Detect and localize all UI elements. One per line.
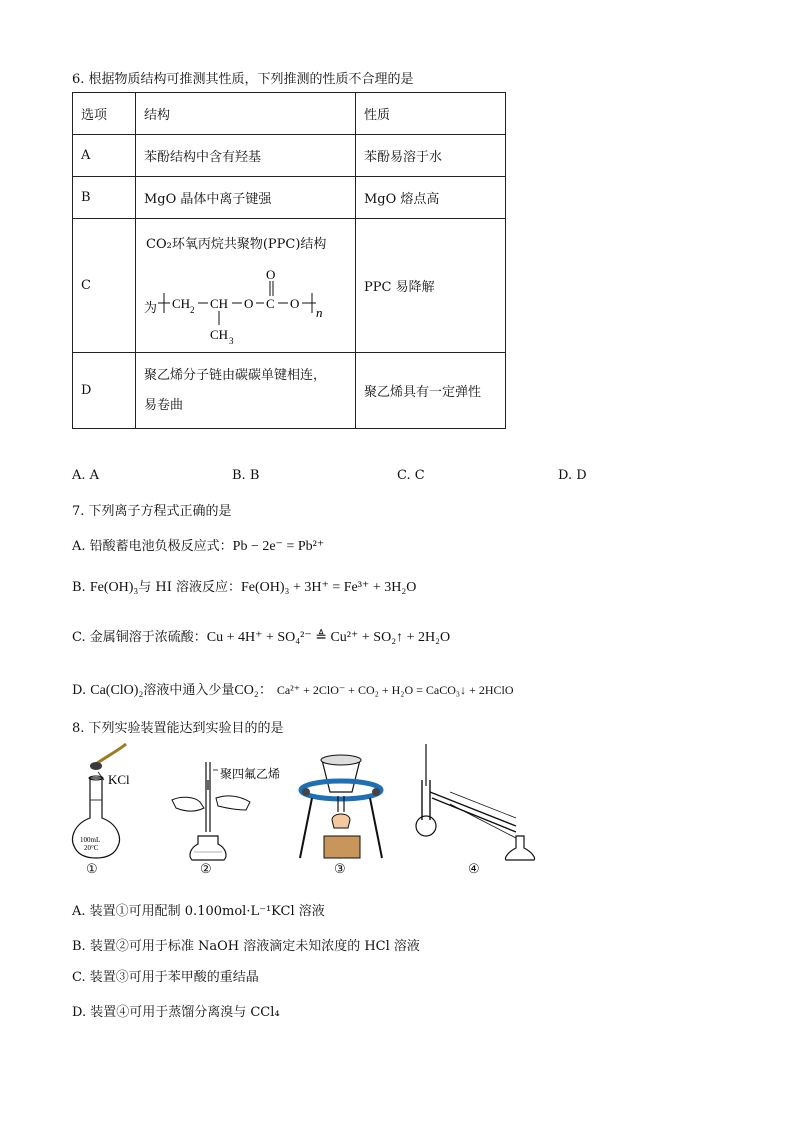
row-property: 聚乙烯具有一定弹性 [356, 353, 506, 429]
q7-option-b [72, 576, 416, 596]
q6-table [72, 92, 506, 429]
q7-c-text: C. 金属铜溶于浓硫酸： [72, 630, 207, 645]
row-option: B [73, 177, 136, 219]
q7-stem: 7. 下列离子方程式正确的是 [72, 504, 232, 519]
structure-line1: 聚乙烯分子链由碳碳单键相连， [144, 367, 327, 383]
q6-option-a: A. A [72, 468, 100, 483]
q8-option-a: A. 装置①可用配制 0.100mol·L⁻¹KCl 溶液 [72, 904, 325, 919]
header-structure: 结构 [136, 93, 356, 135]
formula-ch3: CH [210, 327, 229, 342]
titration-apparatus [172, 762, 280, 860]
row-option: A [73, 135, 136, 177]
q6-option-d: D. D [558, 468, 587, 483]
row-option: C [73, 219, 136, 353]
kcl-label: KCl [108, 772, 130, 787]
row-structure [136, 353, 356, 429]
q7-b-formula: Fe(OH)₃ [89, 580, 139, 595]
q8-option-c: C. 装置③可用于苯甲酸的重结晶 [72, 970, 259, 985]
formula-ch2: CH [172, 296, 191, 311]
row-property: 苯酚易溶于水 [356, 135, 506, 177]
q7-d-co2: CO₂： [234, 683, 273, 698]
volumetric-flask-apparatus [73, 744, 131, 858]
q7-b-equation: Fe(OH)₃ + 3H⁺ = Fe³⁺ + 3H₂O [241, 580, 417, 595]
table-header-row [73, 93, 506, 135]
flask-volume-label: 100mL [80, 836, 101, 844]
flask-temp-label: 20°C [84, 844, 99, 852]
header-option: 选项 [73, 93, 136, 135]
structure-prefix: 为 [144, 301, 158, 316]
q7-option-d [72, 679, 514, 699]
formula-o2: O [290, 296, 300, 311]
formula-o: O [244, 296, 254, 311]
q7-b-mid: 与 HI 溶液反应： [138, 580, 242, 595]
formula-ch3-sub: 3 [229, 336, 234, 346]
structure-line2: 易卷曲 [144, 397, 184, 413]
ppc-structure-formula [158, 269, 358, 349]
formula-ch2-sub: 2 [190, 305, 195, 315]
q8-option-d: D. 装置④可用于蒸馏分离溴与 CCl₄ [72, 1005, 280, 1020]
header-property: 性质 [356, 93, 506, 135]
q6-option-c: C. C [397, 468, 425, 483]
ptfe-label: 聚四氟乙烯 [220, 767, 281, 781]
q8-apparatus-figure [60, 740, 540, 865]
recrystallization-apparatus [300, 755, 382, 858]
row-property: MgO 熔点高 [356, 177, 506, 219]
q7-c-equation: Cu + 4H⁺ + SO₄²⁻ ≜ Cu²⁺ + SO₂↑ + 2H₂O [206, 630, 451, 645]
formula-ch: CH [210, 296, 229, 311]
q7-d-text: D. [72, 683, 87, 698]
row-structure: 苯酚结构中含有羟基 [136, 135, 356, 177]
row-property: PPC 易降解 [356, 219, 506, 353]
table-row [73, 135, 506, 177]
q7-d-mid: 溶液中通入少量 [143, 683, 235, 698]
row-structure: MgO 晶体中离子键强 [136, 177, 356, 219]
structure-text: CO₂环氧丙烷共聚物(PPC)结构 [146, 237, 327, 252]
table-row [73, 219, 506, 353]
row-structure-formula [136, 219, 356, 353]
fig-number-3: ③ [334, 862, 346, 877]
q7-d-formula: Ca(ClO)₂ [90, 683, 144, 698]
q6-options [72, 468, 632, 486]
row-option: D [73, 353, 136, 429]
fig-number-2: ② [200, 862, 212, 877]
q7-option-c [72, 626, 450, 646]
table-row [73, 353, 506, 429]
fig-number-1: ① [86, 862, 98, 877]
q7-d-equation: Ca²⁺ + 2ClO⁻ + CO₂ + H₂O = CaCO₃↓ + 2HClO [276, 683, 514, 697]
q6-option-b: B. B [232, 468, 260, 483]
q8-stem: 8. 下列实验装置能达到实验目的的是 [72, 721, 284, 736]
q7-option-a [72, 535, 324, 555]
q6-stem: 6. 根据物质结构可推测其性质，下列推测的性质不合理的是 [72, 72, 414, 87]
formula-o-top: O [266, 269, 276, 282]
table-row [73, 177, 506, 219]
fig-number-4: ④ [468, 862, 480, 877]
q7-a-equation: Pb − 2e⁻ = Pb²⁺ [232, 539, 325, 554]
q7-a-text: A. 铅酸蓄电池负极反应式： [72, 539, 233, 554]
distillation-apparatus [416, 744, 535, 860]
q7-b-text: B. [72, 580, 86, 595]
q8-option-b: B. 装置②可用于标准 NaOH 溶液滴定未知浓度的 HCl 溶液 [72, 939, 420, 954]
formula-c: C [266, 296, 275, 311]
formula-n: n [316, 305, 323, 320]
